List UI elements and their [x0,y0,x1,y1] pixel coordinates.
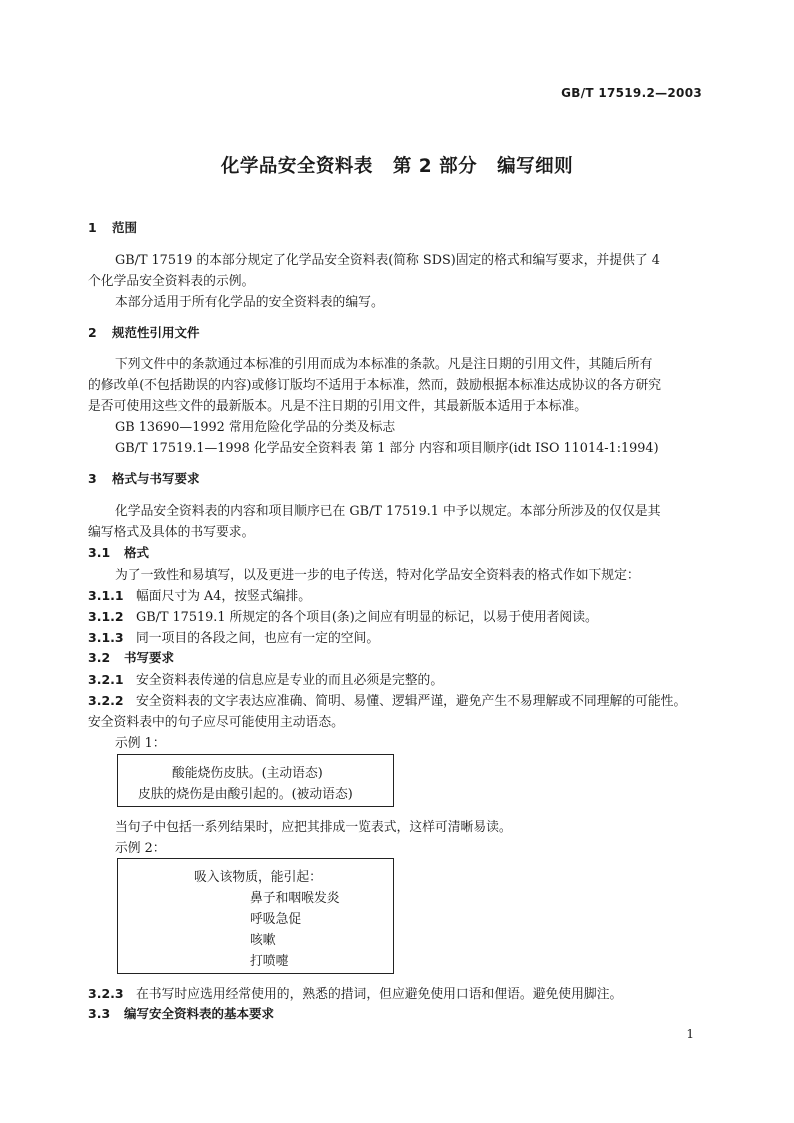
example-1-line: 酸能烧伤皮肤。(主动语态) [172,766,323,781]
list-intro: 当句子中包括一系列结果时，应把其排成一览表式，这样可清晰易读。 [115,820,512,835]
section-title: 编写安全资料表的基本要求 [124,1006,275,1021]
s3-paragraph-line: 编写格式及具体的书写要求。 [88,525,255,540]
clause-3-1-1 [88,585,311,604]
section-number: 2 [88,325,97,340]
subsection-3-3-heading [88,1004,274,1022]
section-number: 3.2 [88,650,111,665]
section-title: 格式与书写要求 [112,471,200,486]
s2-paragraph-line: 的修改单(不包括勘误的内容)或修订版均不适用于本标准，然而，鼓励根据本标准达成协议的各方研究 [88,378,662,393]
section-1-heading [88,218,137,236]
section-2-heading [88,323,200,341]
example-2-label: 示例 2： [115,841,166,856]
clause-3-1-3 [88,627,379,646]
title-main: 化学品安全资料表 [220,156,373,177]
clause-text: 幅面尺寸为 A4，按竖式编排。 [136,589,312,604]
s2-paragraph-line: 是否可使用这些文件的最新版本。凡是不注日期的引用文件，其最新版本适用于本标准。 [88,399,588,414]
page-title [0,152,794,178]
subsection-3-1-heading [88,543,149,561]
standard-number: GB/T 17519.2—2003 [561,86,702,100]
clause-3-2-2 [88,690,686,709]
title-part: 第 2 部分 [392,156,478,177]
section-title: 格式 [124,545,150,560]
section-number: 1 [88,220,97,235]
clause-number: 3.2.1 [88,672,124,687]
page-number: 1 [686,1027,694,1041]
symptom-item: 呼吸急促 [250,912,302,927]
section-number: 3.1 [88,545,111,560]
reference-item: GB 13690—1992 常用危险化学品的分类及标志 [115,420,396,435]
symptom-item: 打喷嚏 [250,954,289,969]
section-title: 书写要求 [124,650,175,665]
reference-item: GB/T 17519.1—1998 化学品安全资料表 第 1 部分 内容和项目顺序(idt ISO 11014-1:1994) [115,441,659,456]
clause-number: 3.2.2 [88,693,124,708]
clause-3-2-1 [88,669,443,688]
section-3-heading [88,469,200,487]
s1-paragraph-line: 个化学品安全资料表的示例。 [88,274,255,289]
clause-number: 3.2.3 [88,986,124,1001]
clause-number: 3.1.3 [88,630,124,645]
clause-text: 在书写时应选用经常使用的，熟悉的措词，但应避免使用口语和俚语。避免使用脚注。 [136,987,623,1002]
clause-3-1-2 [88,606,598,625]
section-number: 3.3 [88,1006,111,1021]
title-subtitle: 编写细则 [497,156,574,177]
clause-number: 3.1.1 [88,588,124,603]
example-1-label: 示例 1： [115,736,166,751]
example-2-lead: 吸入该物质，能引起： [194,870,322,885]
clause-number: 3.1.2 [88,609,124,624]
section-title: 规范性引用文件 [112,325,200,340]
section-title: 范围 [112,220,138,235]
clause-text: 同一项目的各段之间，也应有一定的空间。 [136,631,380,646]
s2-paragraph-line: 下列文件中的条款通过本标准的引用而成为本标准的条款。凡是注日期的引用文件，其随后所有 [115,357,653,372]
example-1-line: 皮肤的烧伤是由酸引起的。(被动语态) [138,787,353,802]
s1-paragraph: 本部分适用于所有化学品的安全资料表的编写。 [115,295,384,310]
s31-intro: 为了一致性和易填写，以及更进一步的电子传送，特对化学品安全资料表的格式作如下规定： [115,568,640,583]
clause-3-2-3 [88,983,622,1002]
example-2-box [117,858,394,974]
subsection-3-2-heading [88,648,174,666]
s1-paragraph-line: GB/T 17519 的本部分规定了化学品安全资料表(简称 SDS)固定的格式和编写要求，并提供了 4 [115,253,660,268]
symptom-item: 咳嗽 [250,933,276,948]
clause-text: GB/T 17519.1 所规定的各个项目(条)之间应有明显的标记，以易于使用者阅读。 [136,610,598,625]
symptom-item: 鼻子和咽喉发炎 [250,891,340,906]
s3-paragraph-line: 化学品安全资料表的内容和项目顺序已在 GB/T 17519.1 中予以规定。本部分所涉及的仅仅是其 [115,504,661,519]
example-1-box [117,754,394,807]
clause-text: 安全资料表的文字表达应准确、简明、易懂、逻辑严谨，避免产生不易理解或不同理解的可能性。 [136,694,687,709]
section-number: 3 [88,471,97,486]
clause-3-2-2-line2: 安全资料表中的句子应尽可能使用主动语态。 [88,715,344,730]
clause-text: 安全资料表传递的信息应是专业的而且必须是完整的。 [136,673,444,688]
